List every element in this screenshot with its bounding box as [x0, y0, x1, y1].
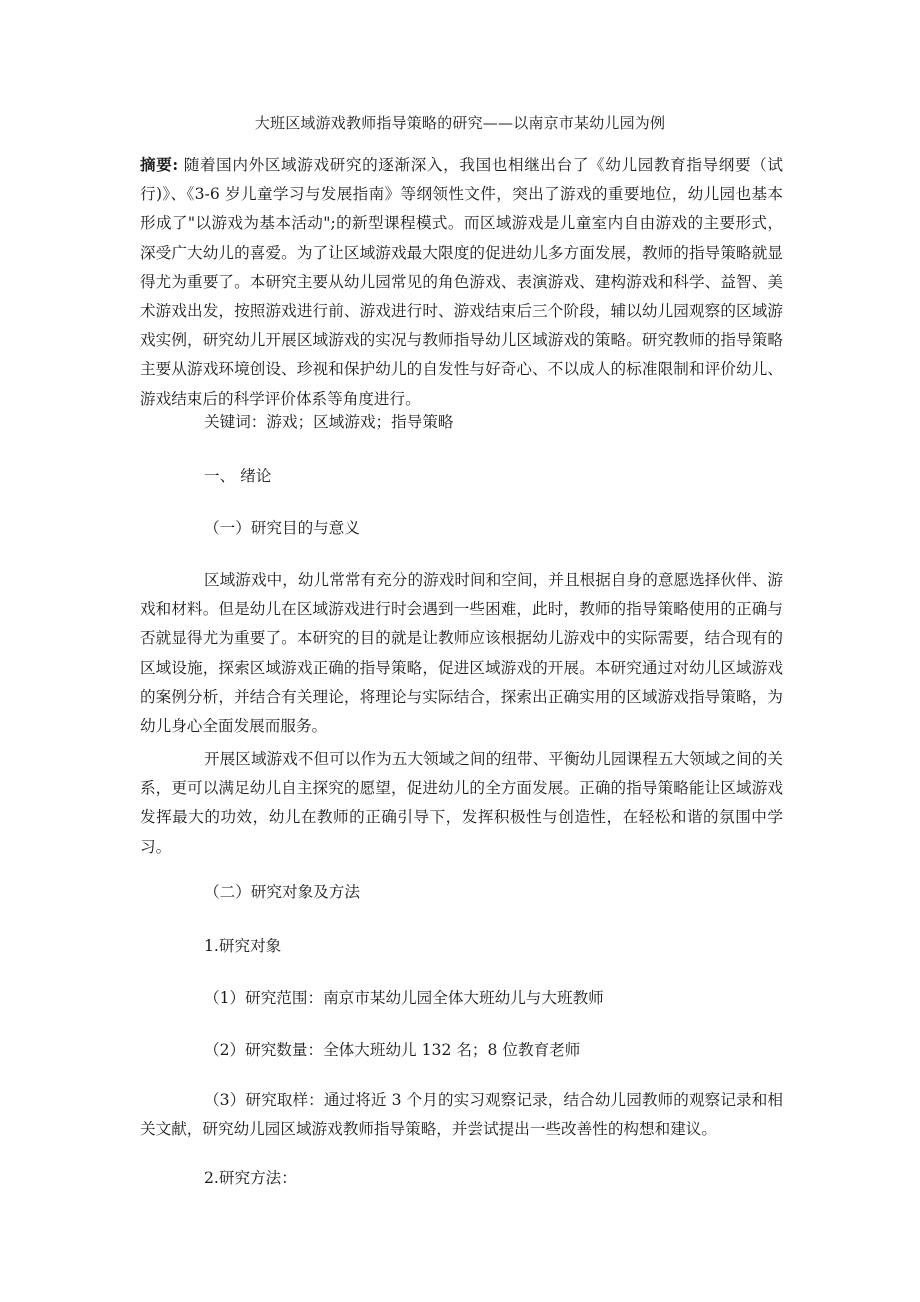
keywords: 关键词：游戏；区域游戏；指导策略	[204, 413, 454, 431]
document-title: 大班区域游戏教师指导策略的研究——以南京市某幼儿园为例	[254, 114, 666, 132]
subsection-heading-subjects-methods: （二）研究对象及方法	[204, 883, 360, 901]
abstract-label: 摘要:	[140, 155, 179, 174]
abstract-paragraph	[140, 150, 783, 414]
paragraph-purpose: 区域游戏中，幼儿常常有充分的游戏时间和空间，并且根据自身的意愿选择伙伴、游戏和材料。但是幼儿在区域游戏进行时会遇到一些困难，此时，教师的指导策略使用的正确与否就显得尤为重要了。本研究的目的就是让教师应该根据幼儿游戏中的实际需要，结合现有的区域设施，探索区域游戏正确的指导策略，促进区域游戏的开展。本研究通过对幼儿区域游戏的案例分析，并结合有关理论，将理论与实际结合，探索出正确实用的区域游戏指导策略，为幼儿身心全面发展而服务。	[140, 571, 783, 736]
list-item-sampling: （3）研究取样：通过将近 3 个月的实习观察记录，结合幼儿园教师的观察记录和相关文献，研究幼儿园区域游戏教师指导策略，并尝试提出一些改善性的构想和建议。	[140, 1091, 783, 1139]
subsection-heading-purpose: （一）研究目的与意义	[204, 519, 360, 537]
list-item-quantity: （2）研究数量：全体大班幼儿 132 名；8 位教育老师	[204, 1041, 581, 1059]
abstract-text: 随着国内外区域游戏研究的逐渐深入，我国也相继出台了《幼儿园教育指导纲要（试行)》、《3-6 岁儿童学习与发展指南》等纲领性文件，突出了游戏的重要地位，幼儿园也基本形成了"以游戏为基本活动";的新型课程模式。而区域游戏是儿童室内自由游戏的主要形式，深受广大幼儿的喜爱。为了让区域游戏最大限度的促进幼儿多方面发展，教师的指导策略就显得尤为重要了。本研究主要从幼儿园常见的角色游戏、表演游戏、建构游戏和科学、益智、美术游戏出发，按照游戏进行前、游戏进行时、游戏结束后三个阶段，辅以幼儿园观察的区域游戏实例，研究幼儿开展区域游戏的实况与教师指导幼儿区域游戏的策略。研究教师的指导策略主要从游戏环境创设、珍视和保护幼儿的自发性与好奇心、不以成人的标准限制和评价幼儿、游戏结束后的科学评价体系等角度进行。	[140, 156, 783, 408]
list-item-scope: （1）研究范围：南京市某幼儿园全体大班幼儿与大班教师	[204, 989, 604, 1007]
list-item-methods: 2.研究方法：	[204, 1169, 297, 1187]
section-heading-introduction: 一、 绪论	[204, 467, 272, 485]
paragraph-significance: 开展区域游戏不但可以作为五大领域之间的纽带、平衡幼儿园课程五大领域之间的关系，更可以满足幼儿自主探究的愿望，促进幼儿的全方面发展。正确的指导策略能让区域游戏发挥最大的功效，幼儿在教师的正确引导下，发挥积极性与创造性，在轻松和谐的氛围中学习。	[140, 750, 783, 856]
list-item-subjects: 1.研究对象	[204, 937, 282, 955]
